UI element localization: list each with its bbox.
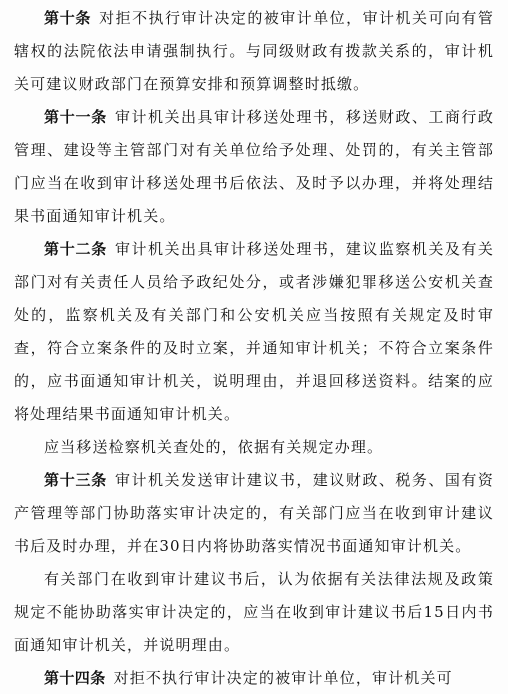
article-13-continuation-text: 有关部门在收到审计建议书后，认为依据有关法律法规及政策规定不能协助落实审计决定的，应当在收到审计建议书后15日内书面通知审计机关，并说明理由。 [14,570,494,654]
article-14-number: 第十四条 [44,669,106,687]
article-10-paragraph [14,2,494,101]
article-12-number: 第十二条 [44,240,107,258]
article-10-text: 对拒不执行审计决定的被审计单位，审计机关可向有管辖权的法院依法申请强制执行。与同级财政有拨款关系的，审计机关可建议财政部门在预算安排和预算调整时抵缴。 [14,9,495,93]
article-12-paragraph [14,233,494,431]
article-10-number: 第十条 [44,9,92,27]
article-11-text: 审计机关出具审计移送处理书，移送财政、工商行政管理、建设等主管部门对有关单位给予处理、处罚的，有关主管部门应当在收到审计移送处理书后依法、及时予以办理，并将处理结果书面通知审计机关。 [14,108,494,225]
article-12-continuation-text: 应当移送检察机关查处的，依据有关规定办理。 [44,438,384,456]
article-13-number: 第十三条 [44,471,107,489]
article-11-number: 第十一条 [44,108,107,126]
article-14-text: 对拒不执行审计决定的被审计单位，审计机关可 [113,669,453,687]
article-13-text: 审计机关发送审计建议书，建议财政、税务、国有资产管理等部门协助落实审计决定的，有关部门应当在收到审计建议书后及时办理，并在30日内将协助落实情况书面通知审计机关。 [14,471,494,555]
article-11-paragraph [14,101,494,233]
article-12-text: 审计机关出具审计移送处理书，建议监察机关及有关部门对有关责任人员给予政纪处分，或者涉嫌犯罪移送公安机关查处的，监察机关及有关部门和公安机关应当按照有关规定及时审查，符合立案条件的及时立案，并通知审计机关；不符合立案条件的，应书面通知审计机关，说明理由，并退回移送资料。结案的应将处理结果书面通知审计机关。 [14,240,494,423]
article-12-continuation [14,431,494,464]
article-13-paragraph [14,464,494,563]
article-13-continuation [14,563,494,662]
article-14-paragraph [14,662,494,695]
